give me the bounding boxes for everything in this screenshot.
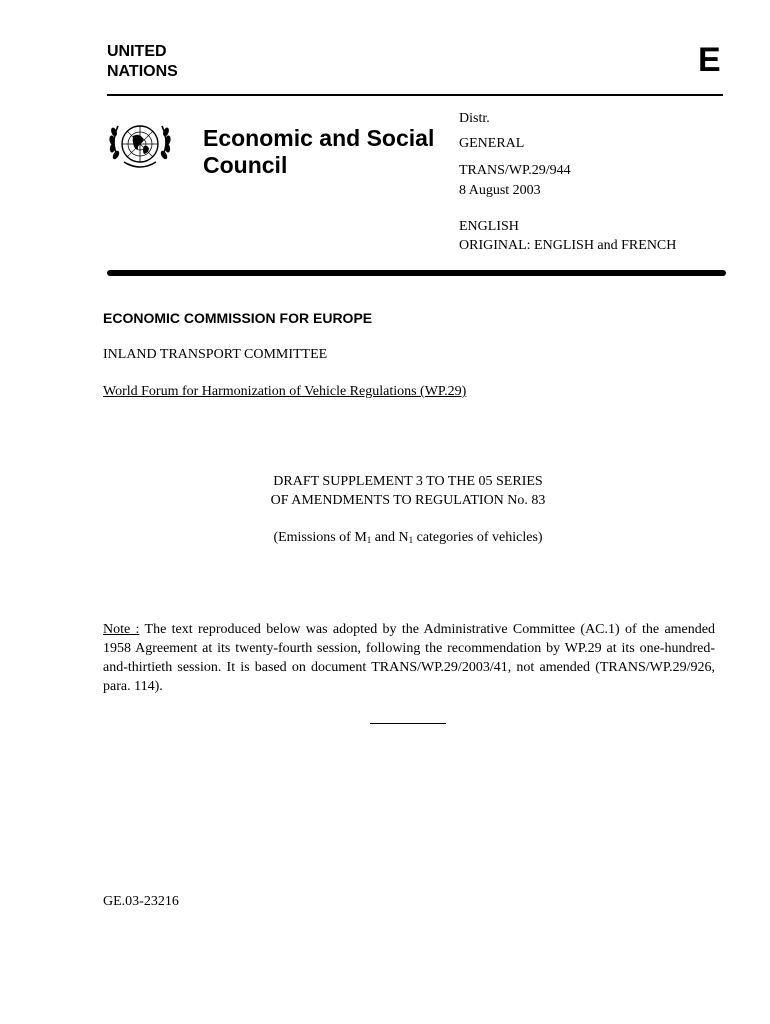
council-title-line2: Council bbox=[203, 152, 288, 178]
document-title-line1: DRAFT SUPPLEMENT 3 TO THE 05 SERIES bbox=[273, 474, 543, 489]
note-label: Note : bbox=[103, 622, 140, 637]
organization-name bbox=[107, 42, 178, 82]
organization-name-line1: UNITED bbox=[107, 43, 167, 60]
header-rule bbox=[107, 94, 723, 96]
note-paragraph bbox=[103, 620, 715, 696]
distribution-label: Distr. bbox=[459, 111, 490, 126]
document-date: 8 August 2003 bbox=[459, 183, 541, 198]
language-letter: E bbox=[698, 41, 721, 79]
header-thick-rule bbox=[107, 270, 726, 276]
subtitle-middle: and N bbox=[371, 530, 409, 545]
organization-name-line2: NATIONS bbox=[107, 63, 178, 80]
council-title bbox=[203, 125, 434, 179]
original-languages: ORIGINAL: ENGLISH and FRENCH bbox=[459, 238, 677, 253]
document-language: ENGLISH bbox=[459, 219, 519, 234]
document-title-line2: OF AMENDMENTS TO REGULATION No. 83 bbox=[270, 493, 546, 508]
forum-heading: World Forum for Harmonization of Vehicle Regulations (WP.29) bbox=[103, 384, 467, 399]
distribution-value: GENERAL bbox=[459, 136, 525, 151]
document-symbol: TRANS/WP.29/944 bbox=[459, 163, 571, 178]
council-title-line1: Economic and Social bbox=[203, 125, 435, 151]
separator-rule bbox=[370, 723, 446, 724]
subtitle-subscript-m: 1 bbox=[366, 535, 372, 545]
committee-heading: INLAND TRANSPORT COMMITTEE bbox=[103, 347, 328, 362]
note-text: The text reproduced below was adopted by the Administrative Committee (AC.1) of the amended 1958 Agreement at its twenty-fourth session, following the recommendation by WP.29 at its one-hundred-and-thirtieth session. It is based on document TRANS/WP.29/2003/41, not amended (TRANS/WP.29/926, para. 114). bbox=[103, 622, 715, 694]
subtitle-subscript-n: 1 bbox=[408, 535, 414, 545]
document-subtitle bbox=[0, 529, 770, 549]
subtitle-suffix: categories of vehicles) bbox=[413, 530, 543, 545]
subtitle-prefix: (Emissions of M bbox=[273, 530, 367, 545]
footer-document-code: GE.03-23216 bbox=[103, 894, 179, 909]
un-emblem-icon bbox=[104, 116, 176, 176]
commission-heading: ECONOMIC COMMISSION FOR EUROPE bbox=[103, 310, 373, 326]
